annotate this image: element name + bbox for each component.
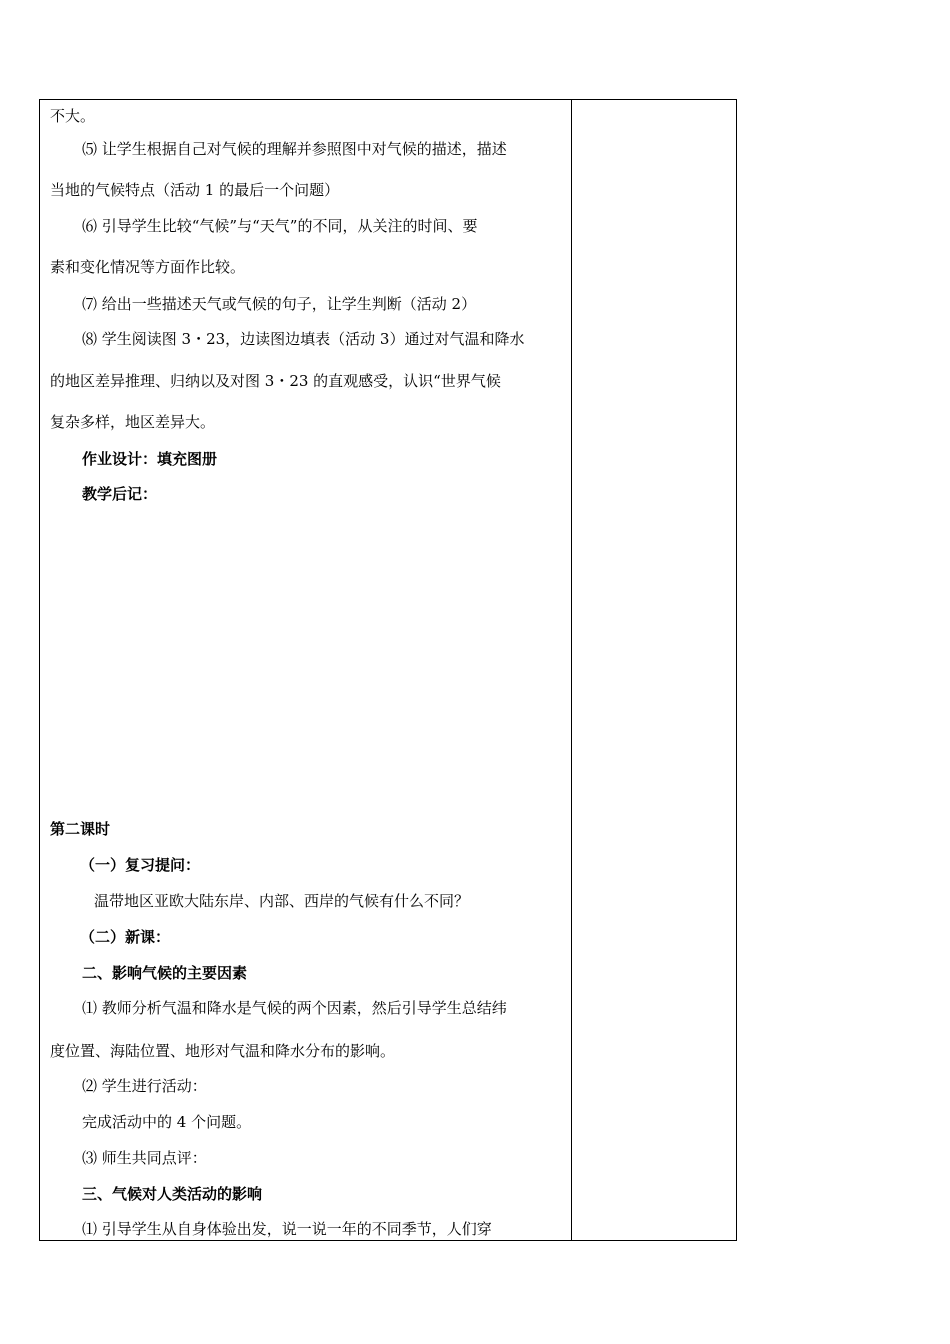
review-heading: （一）复习提问：	[80, 856, 201, 874]
homework-heading: 作业设计：填充图册	[82, 450, 218, 468]
text-line: 度位置、海陆位置、地形对气温和降水分布的影响。	[50, 1042, 396, 1060]
second-lesson-heading: 第二课时	[50, 820, 111, 838]
section-heading: 二、影响气候的主要因素	[82, 964, 248, 982]
text-line: ⑵ 学生进行活动：	[82, 1077, 207, 1095]
text-line: 素和变化情况等方面作比较。	[50, 258, 246, 276]
text-line: ⑻ 学生阅读图 3・23，边读图边填表（活动 3）通过对气温和降水	[82, 330, 525, 348]
text-line: ⑹ 引导学生比较“气候”与“天气”的不同，从关注的时间、要	[82, 217, 478, 235]
new-lesson-heading: （二）新课：	[80, 928, 171, 946]
text-line: 复杂多样，地区差异大。	[50, 413, 216, 431]
text-line: 完成活动中的 4 个问题。	[82, 1113, 252, 1131]
text-line: ⑴ 教师分析气温和降水是气候的两个因素，然后引导学生总结纬	[82, 999, 507, 1017]
section-heading: 三、气候对人类活动的影响	[82, 1185, 263, 1203]
column-divider	[571, 100, 572, 1240]
text-line: ⑴ 引导学生从自身体验出发，说一说一年的不同季节，人们穿	[82, 1220, 492, 1238]
lesson-plan-table	[39, 99, 737, 1241]
text-line: 当地的气候特点（活动 1 的最后一个问题）	[50, 181, 340, 199]
text-line: 的地区差异推理、归纳以及对图 3・23 的直观感受，认识“世界气候	[50, 372, 501, 390]
text-line: 温带地区亚欧大陆东岸、内部、西岸的气候有什么不同？	[94, 892, 470, 910]
text-line: ⑶ 师生共同点评：	[82, 1149, 207, 1167]
text-line: 不大。	[50, 107, 96, 125]
teaching-notes-heading: 教学后记：	[82, 485, 158, 503]
text-line: ⑺ 给出一些描述天气或气候的句子，让学生判断（活动 2）	[82, 295, 477, 313]
text-line: ⑸ 让学生根据自己对气候的理解并参照图中对气候的描述，描述	[82, 140, 507, 158]
